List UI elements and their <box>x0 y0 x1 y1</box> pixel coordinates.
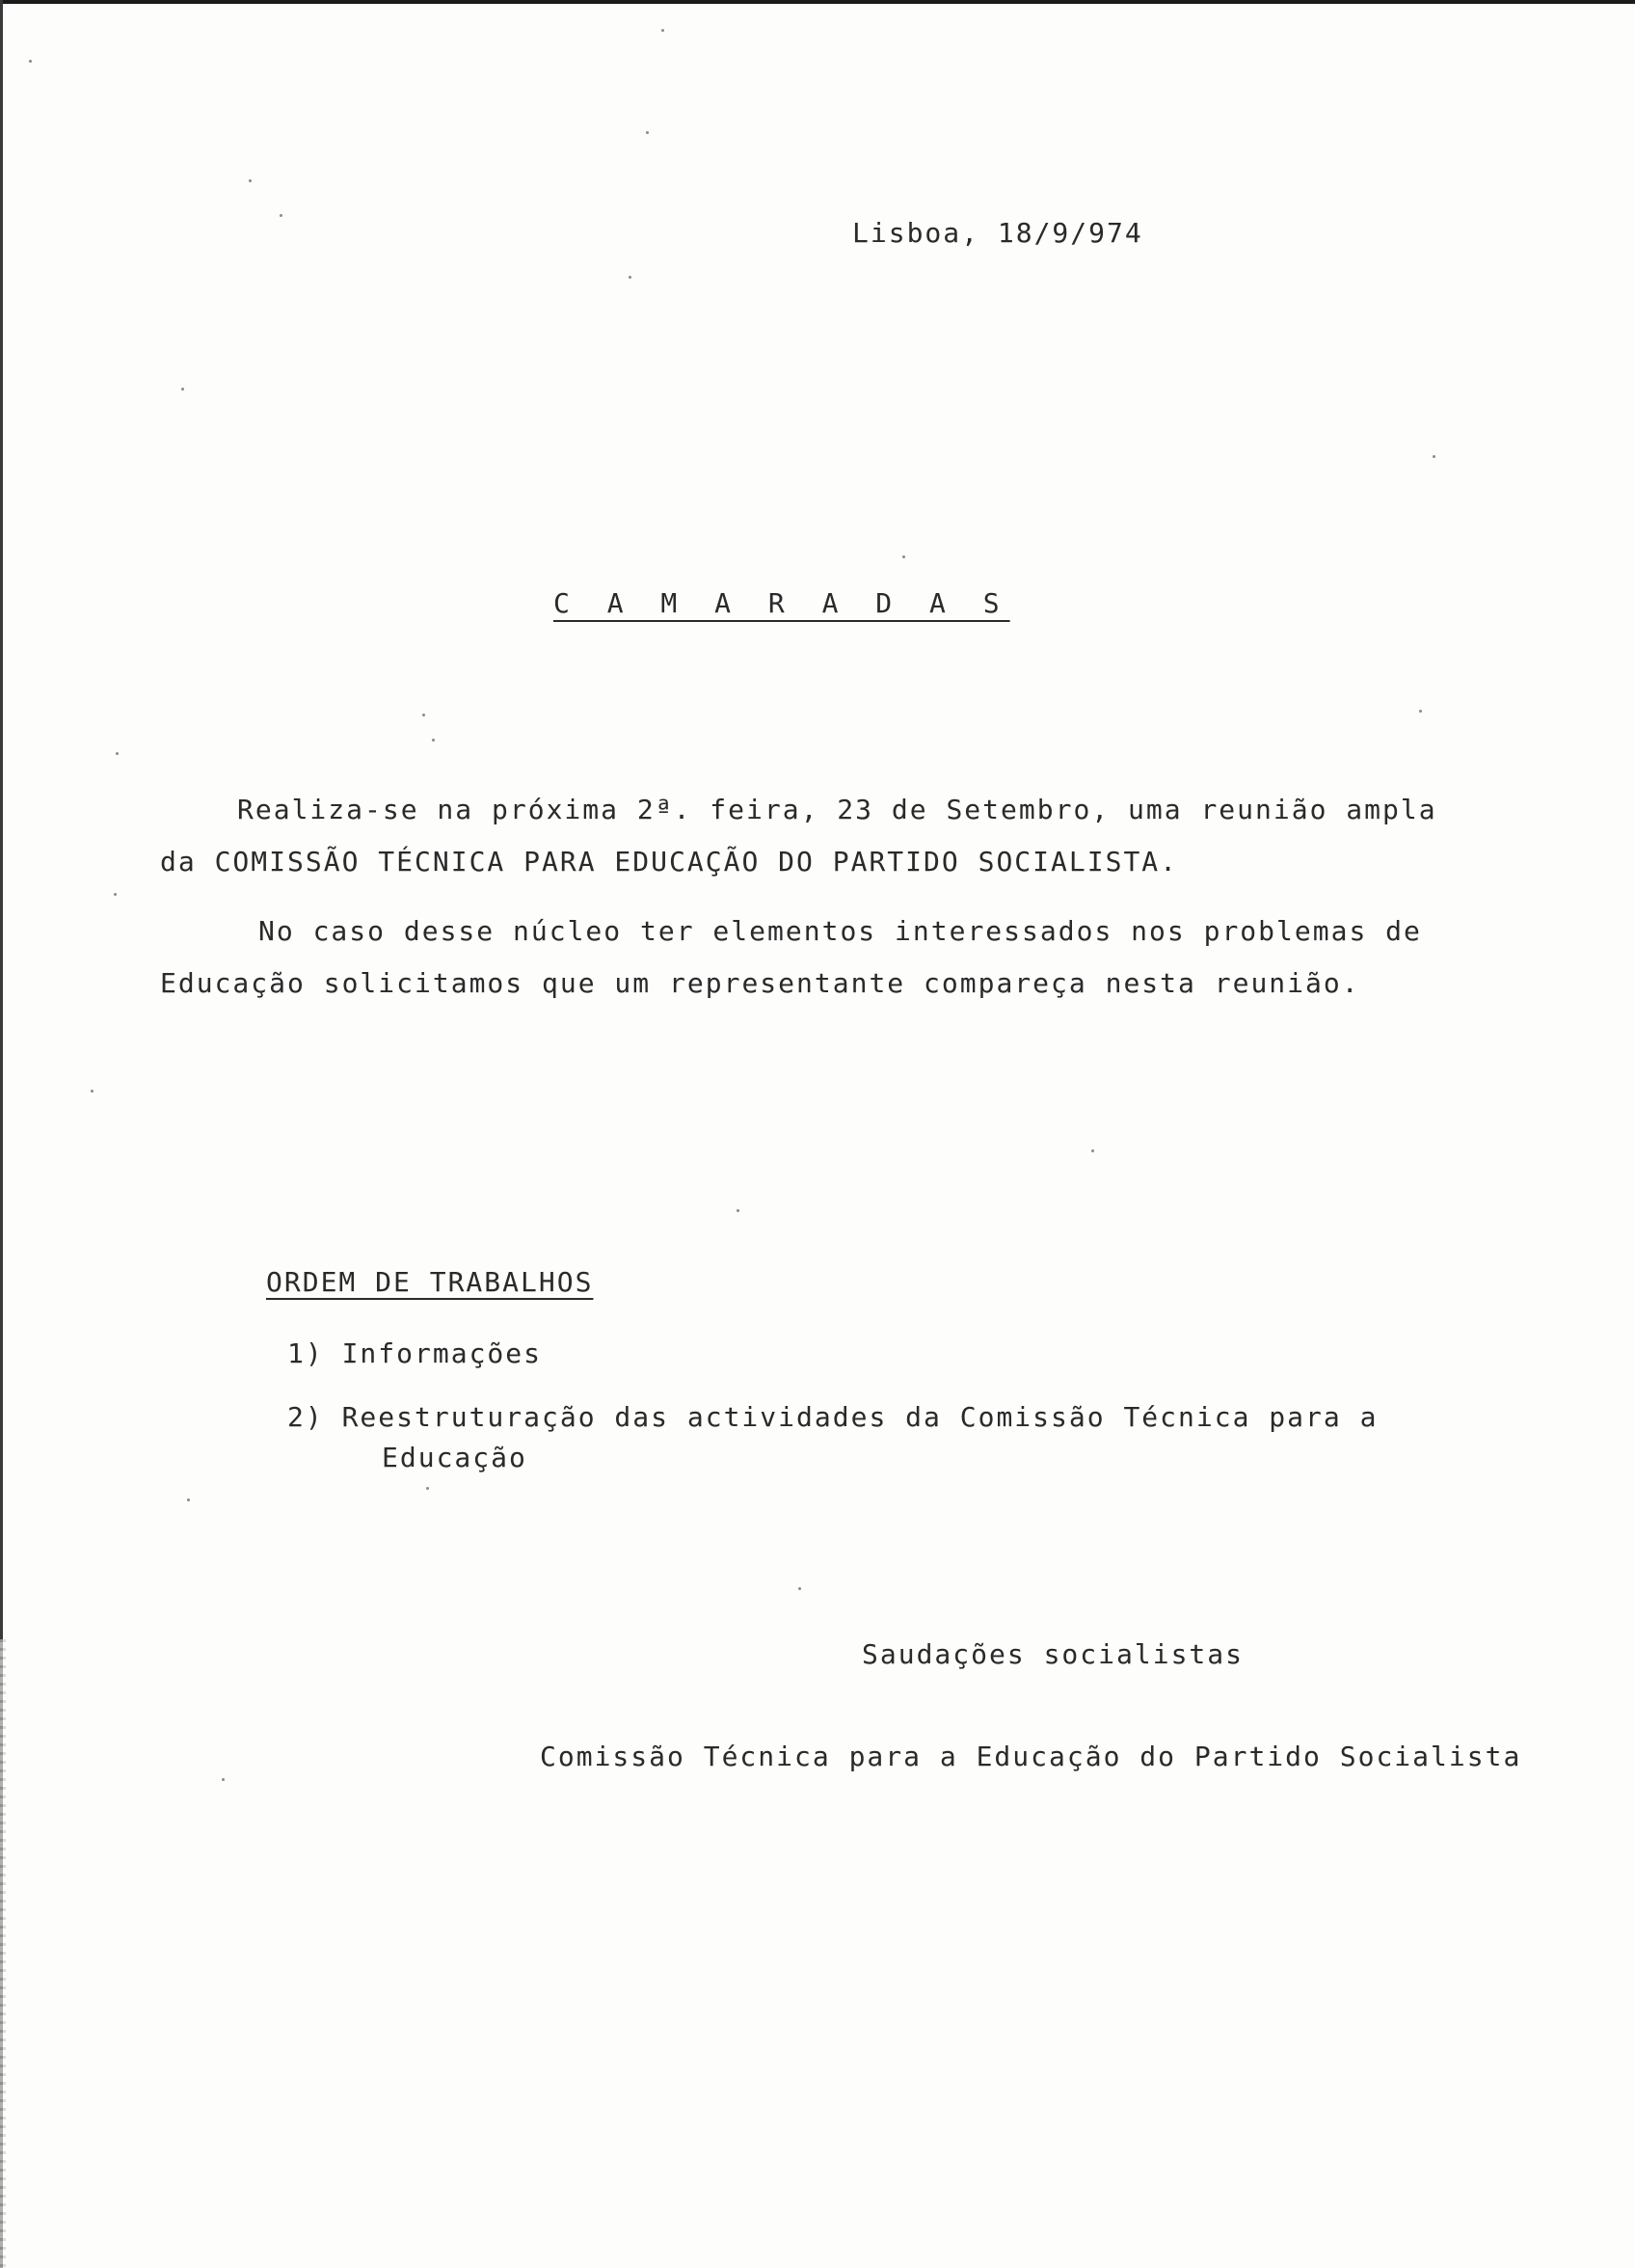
agenda-item-1: 1) Informações <box>287 1337 543 1369</box>
scan-speck <box>422 714 425 716</box>
scan-speck <box>902 555 905 558</box>
scan-speck <box>1091 1149 1094 1152</box>
scan-speck <box>181 388 184 391</box>
scan-speck <box>737 1209 739 1212</box>
place-date: Lisboa, 18/9/974 <box>852 217 1143 249</box>
scan-speck <box>29 60 32 63</box>
paragraph-2-line-2: Educação solicitamos que um representante compareça nesta reunião. <box>160 967 1360 999</box>
scan-speck <box>222 1778 225 1781</box>
salutation-heading: C A M A R A D A S <box>553 587 1010 619</box>
scan-speck <box>249 179 252 182</box>
paragraph-1-line-1: Realiza-se na próxima 2ª. feira, 23 de Setembro, uma reunião ampla <box>237 794 1437 825</box>
scan-speck <box>114 893 117 896</box>
paragraph-2-line-1: No caso desse núcleo ter elementos interessados nos problemas de <box>258 915 1422 947</box>
scan-speck <box>661 29 664 32</box>
scan-speck <box>629 276 631 279</box>
paragraph-1-line-2: da COMISSÃO TÉCNICA PARA EDUCAÇÃO DO PARTIDO SOCIALISTA. <box>160 846 1179 878</box>
signature-line: Comissão Técnica para a Educação do Partido Socialista <box>540 1741 1522 1772</box>
scan-speck <box>426 1487 429 1490</box>
scan-speck <box>116 752 119 755</box>
scan-speck <box>1433 455 1435 458</box>
scan-speck <box>280 214 282 217</box>
agenda-heading: ORDEM DE TRABALHOS <box>266 1266 594 1298</box>
agenda-item-2: 2) Reestruturação das actividades da Comissão Técnica para a <box>287 1401 1379 1433</box>
agenda-item-2-continuation: Educação <box>382 1442 527 1473</box>
scan-speck <box>798 1587 801 1590</box>
scan-top-border <box>0 0 1635 4</box>
scan-speck <box>1419 710 1422 713</box>
scan-speck <box>187 1498 190 1501</box>
closing-greeting: Saudações socialistas <box>862 1638 1245 1670</box>
scan-speck <box>432 739 435 742</box>
scan-speck <box>91 1090 94 1093</box>
scan-speck <box>646 131 649 134</box>
scan-edge-artifact <box>0 1639 6 2268</box>
